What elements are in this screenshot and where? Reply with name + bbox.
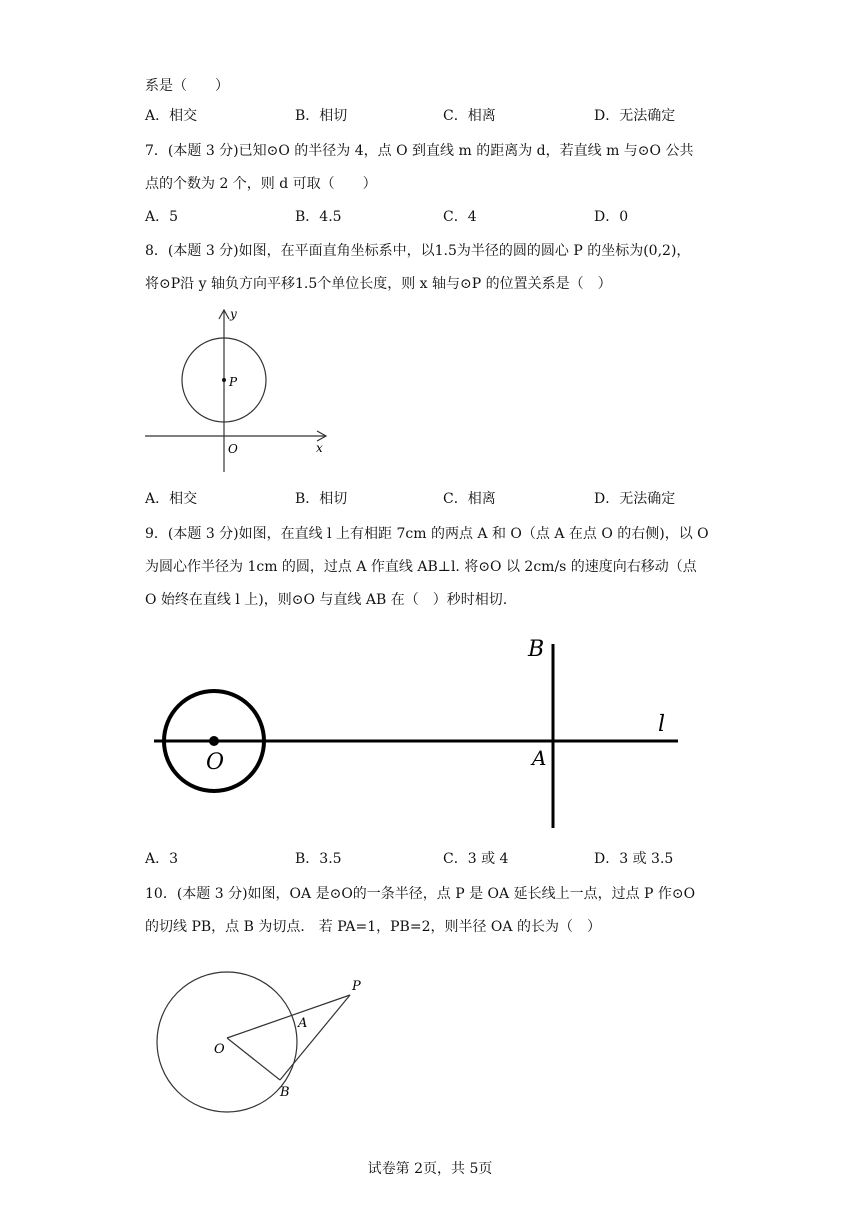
q7-option-c: C．4 xyxy=(443,209,477,225)
q8-label-x: x xyxy=(316,441,323,455)
q10-label-b: B xyxy=(280,1085,290,1100)
q9-option-a: A．3 xyxy=(145,851,179,867)
q9-option-c: C．3 或 4 xyxy=(443,851,509,867)
q10-label-o: O xyxy=(214,1042,225,1057)
q7-line2: 点的个数为 2 个，则 d 可取（ ） xyxy=(145,176,377,192)
q10-segment-ob xyxy=(227,1038,280,1080)
q8-label-p: P xyxy=(229,375,238,389)
q9-option-d: D．3 或 3.5 xyxy=(594,851,674,867)
q8-option-c: C．相离 xyxy=(443,491,496,507)
q9-figure xyxy=(150,630,690,835)
q9-line2: 为圆心作半径为 1cm 的圆，过点 A 作直线 AB⊥l. 将⊙O 以 2cm/s 的速度向右移动（点 xyxy=(145,559,697,575)
q9-label-l: l xyxy=(658,712,666,737)
q7-line1: 7．(本题 3 分)已知⊙O 的半径为 4，点 O 到直线 m 的距离为 d，若直线 m 与⊙O 公共 xyxy=(145,143,694,159)
q9-label-a: A xyxy=(532,746,547,770)
q9-label-o: O xyxy=(206,750,225,775)
q10-line1: 10．(本题 3 分)如图，OA 是⊙O的一条半径，点 P 是 OA 延长线上一点，过点 P 作⊙O xyxy=(145,886,696,902)
q10-label-a: A xyxy=(298,1016,308,1031)
q9-option-b: B．3.5 xyxy=(295,851,342,867)
q8-center-point xyxy=(222,378,226,382)
q8-options xyxy=(145,489,745,509)
page-footer: 试卷第 2页，共 5页 xyxy=(367,1161,493,1177)
q9-label-b: B xyxy=(528,637,545,662)
q8-option-a: A．相交 xyxy=(145,491,198,507)
q7-option-d: D．0 xyxy=(594,209,629,225)
q10-circle-o xyxy=(157,972,297,1112)
q8-line2: 将⊙P沿 y 轴负方向平移1.5个单位长度，则 x 轴与⊙P 的位置关系是（ ） xyxy=(145,276,612,292)
q8-label-y: y xyxy=(230,307,237,321)
q6-option-d: D．无法确定 xyxy=(594,108,676,124)
q6-tail: 系是（ ） xyxy=(145,78,229,94)
q9-options xyxy=(145,849,745,869)
q9-center-point xyxy=(209,736,219,746)
q9-line1: 9．(本题 3 分)如图，在直线 l 上有相距 7cm 的两点 A 和 O（点 A 在点 O 的右侧)，以 O xyxy=(145,526,709,542)
q8-option-d: D．无法确定 xyxy=(594,491,676,507)
q10-line2: 的切线 PB，点 B 为切点． 若 PA=1，PB=2，则半径 OA 的长为（ ） xyxy=(145,919,601,935)
q9-line3: O 始终在直线 l 上)，则⊙O 与直线 AB 在（ ）秒时相切. xyxy=(145,592,508,608)
q6-option-a: A．相交 xyxy=(145,108,198,124)
q7-option-a: A．5 xyxy=(145,209,179,225)
q7-option-b: B．4.5 xyxy=(295,209,342,225)
q6-option-c: C．相离 xyxy=(443,108,496,124)
q10-figure xyxy=(150,965,380,1115)
q8-label-o: O xyxy=(228,442,238,456)
q6-options xyxy=(145,106,745,126)
q8-figure xyxy=(140,300,340,480)
q7-options xyxy=(145,207,745,227)
q6-option-b: B．相切 xyxy=(295,108,348,124)
q8-line1: 8．(本题 3 分)如图，在平面直角坐标系中，以1.5为半径的圆的圆心 P 的坐标为(0,2)， xyxy=(145,243,691,259)
q8-option-b: B．相切 xyxy=(295,491,348,507)
q10-label-p: P xyxy=(352,979,361,994)
